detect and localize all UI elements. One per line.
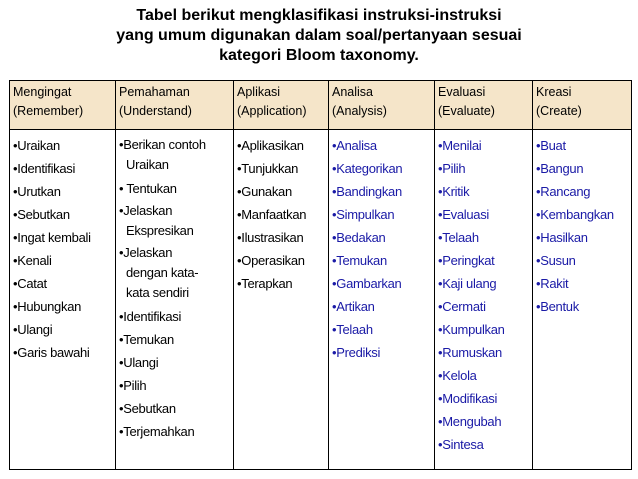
header-sublabel: (Remember) <box>13 104 84 118</box>
list-item: •Manfaatkan <box>237 207 307 222</box>
list-item: •Artikan <box>332 299 375 314</box>
list-item-continuation: Ekspresikan <box>126 223 194 238</box>
list-item: •Temukan <box>332 253 387 268</box>
list-item: •Peringkat <box>438 253 495 268</box>
list-item: •Simpulkan <box>332 207 395 222</box>
header-evaluate <box>435 81 533 130</box>
header-application <box>234 81 329 130</box>
cell-create-items <box>533 130 632 470</box>
title-line-2: yang umum digunakan dalam soal/pertanyaan sesuai <box>116 27 522 44</box>
list-item: •Rakit <box>536 276 569 291</box>
header-understand <box>116 81 234 130</box>
bloom-taxonomy-table <box>9 80 632 470</box>
list-item: •Ulangi <box>13 322 53 337</box>
list-item: •Sebutkan <box>119 401 176 416</box>
list-item: •Kenali <box>13 253 52 268</box>
cell-remember-items <box>10 130 116 470</box>
list-item: •Urutkan <box>13 184 61 199</box>
list-item-continuation: dengan kata-kata sendiri <box>126 265 199 300</box>
list-item: •Pilih <box>438 161 466 176</box>
list-item: •Aplikasikan <box>237 138 304 153</box>
header-label: Aplikasi <box>237 85 281 99</box>
cell-analysis-items <box>329 130 435 470</box>
title-line-3: kategori Bloom taxonomy. <box>219 47 419 64</box>
list-item-text: •Berikan contoh <box>119 137 206 152</box>
list-item: •Catat <box>13 276 47 291</box>
title-line-1: Tabel berikut mengklasifikasi instruksi-instruksi <box>136 7 502 24</box>
table-body-row <box>10 130 632 470</box>
list-item: •Gunakan <box>237 184 292 199</box>
header-label: Evaluasi <box>438 85 486 99</box>
list-item: •Gambarkan <box>332 276 402 291</box>
list-item-text: •Jelaskan <box>119 203 173 218</box>
list-item: •Rancang <box>536 184 591 199</box>
list-item <box>119 243 233 303</box>
cell-evaluate-items <box>435 130 533 470</box>
header-analysis <box>329 81 435 130</box>
header-create <box>533 81 632 130</box>
list-item: •Cermati <box>438 299 486 314</box>
cell-understand-items <box>116 130 234 470</box>
list-item: •Prediksi <box>332 345 381 360</box>
list-item <box>119 135 233 175</box>
list-item: •Kritik <box>438 184 470 199</box>
list-item: •Kumpulkan <box>438 322 505 337</box>
list-item: •Telaah <box>332 322 373 337</box>
table-header-row <box>10 81 632 130</box>
list-item: • Tentukan <box>119 181 177 196</box>
list-item-continuation: Uraikan <box>126 157 169 172</box>
list-item: •Susun <box>536 253 576 268</box>
list-item: •Bangun <box>536 161 584 176</box>
list-item: •Terjemahkan <box>119 424 195 439</box>
header-sublabel: (Understand) <box>119 104 192 118</box>
list-item: •Analisa <box>332 138 377 153</box>
list-item: •Bedakan <box>332 230 386 245</box>
header-remember <box>10 81 116 130</box>
list-item: •Sintesa <box>438 437 484 452</box>
list-item: •Ingat kembali <box>13 230 91 245</box>
header-label: Mengingat <box>13 85 72 99</box>
header-label: Analisa <box>332 85 373 99</box>
list-item: •Mengubah <box>438 414 502 429</box>
list-item: •Rumuskan <box>438 345 502 360</box>
list-item: •Terapkan <box>237 276 293 291</box>
list-item: •Kembangkan <box>536 207 614 222</box>
list-item: •Tunjukkan <box>237 161 299 176</box>
list-item: •Uraikan <box>13 138 60 153</box>
list-item: •Ilustrasikan <box>237 230 304 245</box>
list-item: •Telaah <box>438 230 479 245</box>
list-item: •Garis bawahi <box>13 345 90 360</box>
list-item: •Bentuk <box>536 299 579 314</box>
list-item: •Kaji ulang <box>438 276 497 291</box>
list-item: •Hasilkan <box>536 230 588 245</box>
list-item: •Modifikasi <box>438 391 498 406</box>
header-sublabel: (Create) <box>536 104 582 118</box>
list-item: •Ulangi <box>119 355 159 370</box>
list-item: •Bandingkan <box>332 184 402 199</box>
list-item: •Kategorikan <box>332 161 403 176</box>
cell-application-items <box>234 130 329 470</box>
header-sublabel: (Evaluate) <box>438 104 495 118</box>
list-item: •Temukan <box>119 332 174 347</box>
header-sublabel: (Analysis) <box>332 104 387 118</box>
header-label: Pemahaman <box>119 85 190 99</box>
header-label: Kreasi <box>536 85 572 99</box>
list-item: •Pilih <box>119 378 147 393</box>
list-item: •Kelola <box>438 368 477 383</box>
list-item: •Identifikasi <box>119 309 182 324</box>
list-item: •Sebutkan <box>13 207 70 222</box>
list-item: •Identifikasi <box>13 161 76 176</box>
list-item: •Evaluasi <box>438 207 489 222</box>
header-sublabel: (Application) <box>237 104 307 118</box>
list-item-text: •Jelaskan <box>119 245 173 260</box>
list-item: •Buat <box>536 138 566 153</box>
page-title <box>0 6 638 66</box>
list-item: •Hubungkan <box>13 299 82 314</box>
list-item: •Menilai <box>438 138 482 153</box>
list-item: •Operasikan <box>237 253 305 268</box>
list-item <box>119 201 233 241</box>
